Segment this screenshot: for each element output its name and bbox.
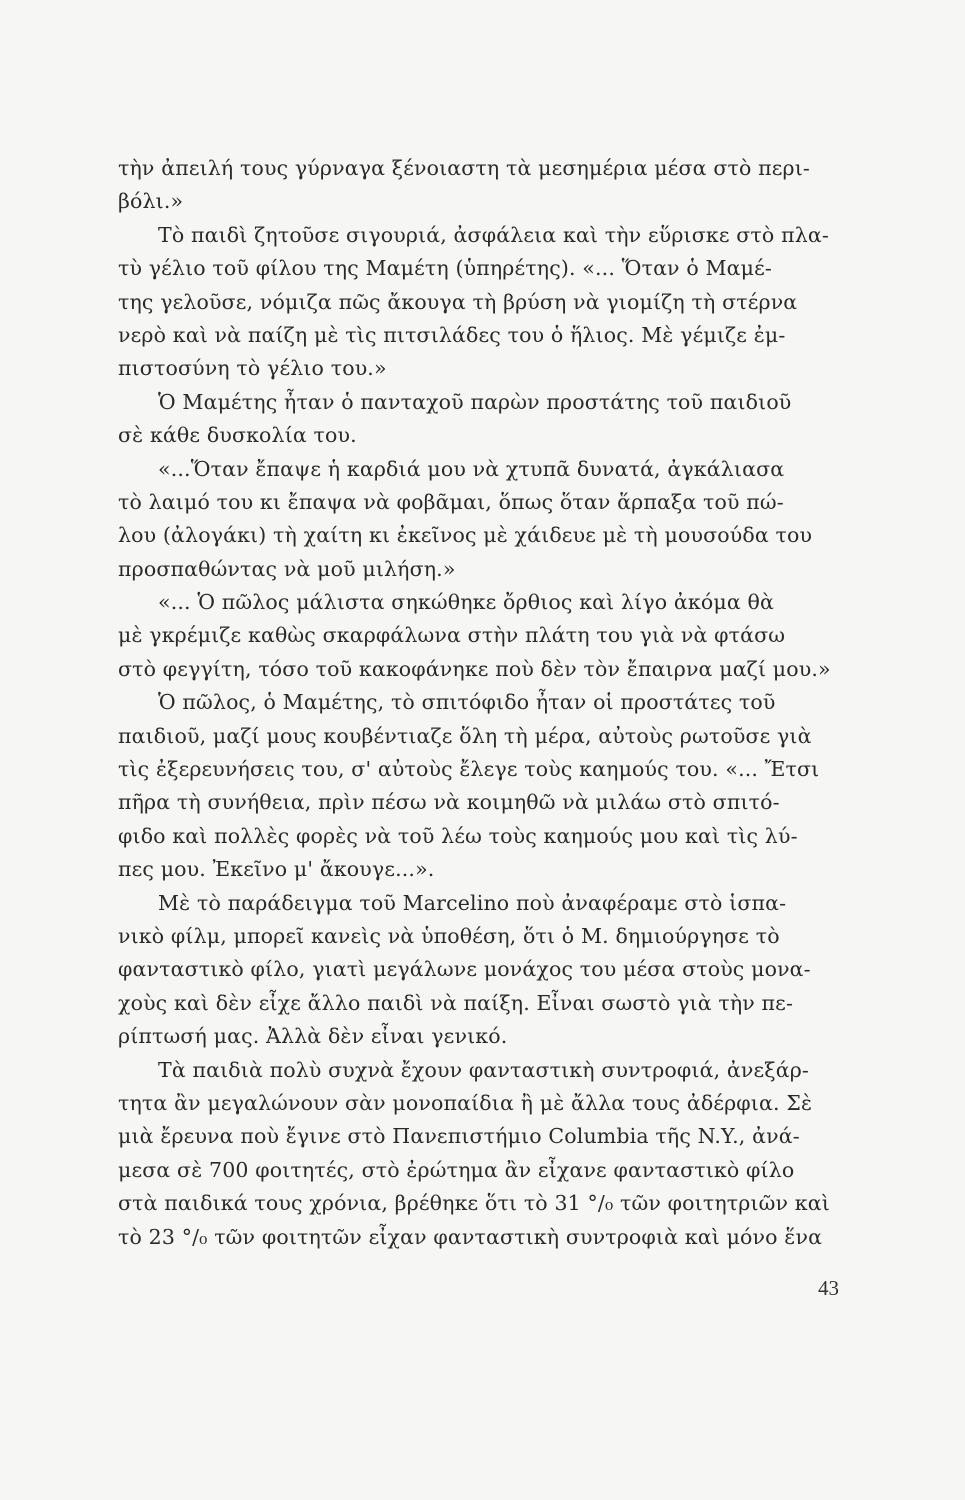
text-line: παιδιοῦ, μαζί μους κουβέντιαζε ὅλη τὴ μέρα, αὐτοὺς ρωτοῦσε γιὰ [118,723,812,748]
text-line: μεσα σὲ 700 φοιτητές, στὸ ἐρώτημα ἂν εἶχανε φανταστικὸ φίλο [118,1157,795,1182]
text-line: τὸ λαιμό του κι ἔπαψα νὰ φοβᾶμαι, ὅπως ὅταν ἅρπαξα τοῦ πώ- [118,489,784,514]
text-line: ρίπτωσή μας. Ἀλλὰ δὲν εἶναι γενικό. [118,1024,508,1049]
text-line: «...Ὅταν ἔπαψε ἡ καρδιά μου νὰ χτυπᾶ δυνατά, ἀγκάλιασα [158,456,785,481]
text-line: πιστοσύνη τὸ γέλιο του.» [118,356,387,381]
text-line: τὶς ἐξερευνήσεις του, σ' αὐτοὺς ἔλεγε τοὺς καημούς του. «... Ἔτσι [118,757,820,782]
text-line: τὴν ἀπειλή τους γύρναγα ξένοιαστη τὰ μεσημέρια μέσα στὸ περι- [118,156,810,180]
text-line: πες μου. Ἐκεῖνο μ' ἄκουγε...». [118,857,435,882]
text-line: Ὁ Μαμέτης ἦταν ὁ πανταχοῦ παρὼν προστάτης τοῦ παιδιοῦ [158,389,792,414]
text-line: νικὸ φίλμ, μπορεῖ κανεὶς νὰ ὑποθέση, ὅτι ὁ Μ. δημιούργησε τὸ [118,923,780,948]
text-line: μὲ γκρέμιζε καθὼς σκαρφάλωνα στὴν πλάτη του γιὰ νὰ φτάσω [118,623,786,648]
text-line: Μὲ τὸ παράδειγμα τοῦ Marcelino ποὺ ἀναφέραμε στὸ ἱσπα- [158,890,787,915]
text-line: της γελοῦσε, νόμιζα πῶς ἄκουγα τὴ βρύση νὰ γιομίζη τὴ στέρνα [118,289,798,314]
text-line: χοὺς καὶ δὲν εἶχε ἄλλο παιδὶ νὰ παίξη. Εἶναι σωστὸ γιὰ τὴν πε- [118,990,794,1015]
text-line: Τὸ παιδὶ ζητοῦσε σιγουριά, ἀσφάλεια καὶ τὴν εὕρισκε στὸ πλα- [158,222,829,247]
page-number: 43 [818,1276,839,1300]
text-line: φανταστικὸ φίλο, γιατὶ μεγάλωνε μονάχος του μέσα στοὺς μονα- [118,957,811,982]
text-line: βόλι.» [118,189,184,214]
text-line: «... Ὁ πῶλος μάλιστα σηκώθηκε ὄρθιος καὶ λίγο ἀκόμα θὰ [158,590,774,615]
text-line: Τὰ παιδιὰ πολὺ συχνὰ ἔχουν φανταστικὴ συντροφιά, ἀνεξάρ- [158,1057,810,1082]
text-line: Ὁ πῶλος, ὁ Μαμέτης, τὸ σπιτόφιδο ἦταν οἱ προστάτες τοῦ [158,690,776,715]
text-line: τὺ γέλιο τοῦ φίλου της Μαμέτη (ὑπηρέτης). «... Ὅταν ὁ Μαμέ- [118,256,772,281]
text-line: προσπαθώντας νὰ μοῦ μιλήση.» [118,556,456,581]
text-line: μιὰ ἔρευνα ποὺ ἔγινε στὸ Πανεπιστήμιο Columbia τῆς N.Y., ἀνά- [118,1124,800,1149]
text-line: στὰ παιδικά τους χρόνια, βρέθηκε ὅτι τὸ 31 °/₀ τῶν φοιτητριῶν καὶ [118,1191,830,1216]
text-line: λου (ἀλογάκι) τὴ χαίτη κι ἐκεῖνος μὲ χάιδευε μὲ τὴ μουσούδα του [118,523,813,548]
text-line: νερὸ καὶ νὰ παίζη μὲ τὶς πιτσιλάδες του ὁ ἥλιος. Μὲ γέμιζε ἐμ- [118,322,786,347]
text-line: φιδο καὶ πολλὲς φορὲς νὰ τοῦ λέω τοὺς καημούς μου καὶ τὶς λύ- [118,823,798,848]
text-line: σὲ κάθε δυσκολία του. [118,423,357,448]
text-line: πῆρα τὴ συνήθεια, πρὶν πέσω νὰ κοιμηθῶ νὰ μιλάω στὸ σπιτό- [118,790,780,815]
text-line: τὸ 23 °/₀ τῶν φοιτητῶν εἶχαν φανταστικὴ συντροφιὰ καὶ μόνο ἕνα [118,1224,823,1249]
text-line: στὸ φεγγίτη, τόσο τοῦ κακοφάνηκε ποὺ δὲν τὸν ἔπαιρνα μαζί μου.» [118,656,831,681]
body-text [118,152,850,1254]
text-line: τητα ἂν μεγαλώνουν σὰν μονοπαίδια ἢ μὲ ἄλλα τους ἀδέρφια. Σὲ [118,1090,813,1115]
